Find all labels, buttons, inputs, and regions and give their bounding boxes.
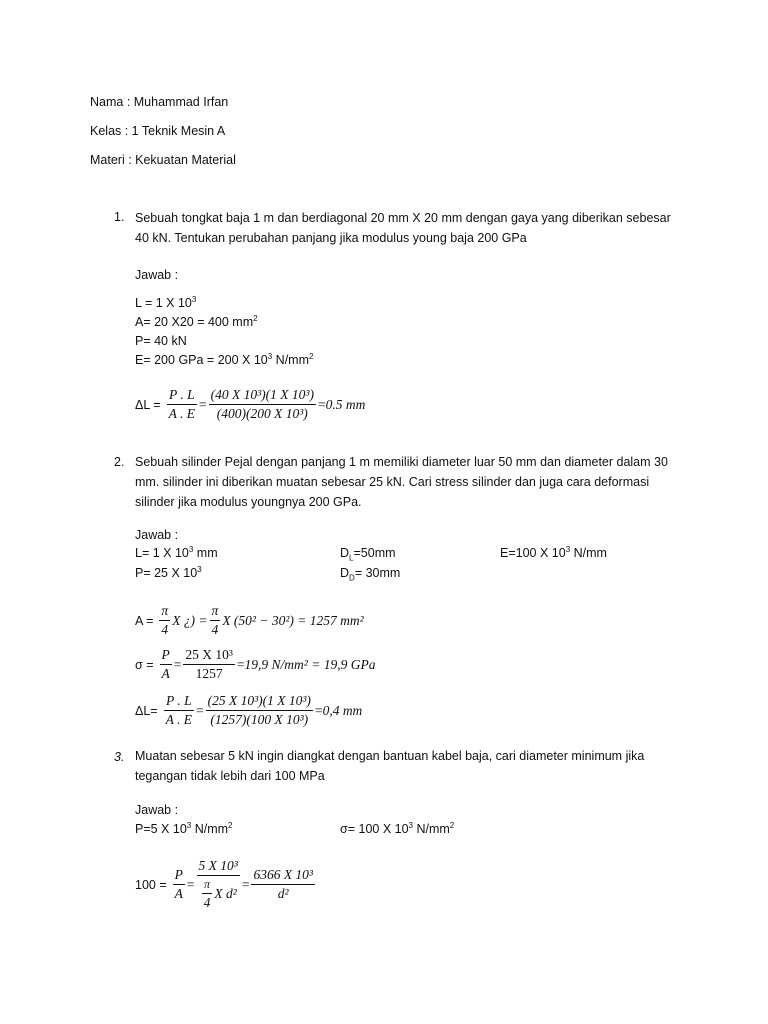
q2-given-force: P= 25 X $10^3$ (135, 564, 202, 580)
q2-formula-stress: σ = $\frac{P}{A}$ = $\frac{\text{25 X 10³}}{1257}$ = 19,9 N/mm² = 19,9 GPa (135, 647, 376, 681)
q3-jawab: Jawab : (135, 803, 179, 817)
q2-jawab: Jawab : (135, 528, 179, 542)
q3-given-stress: σ= 100 X $10^3$ $N/mm^2$ (340, 820, 455, 836)
question-2-number: 2. (114, 455, 125, 469)
q1-given-force: P= 40 kN (135, 334, 187, 348)
q2-formula-deformation: ΔL= $\frac{P . L}{A . E}$ = $\frac{\text{(25 X 10³)(1 X 10³)}}{\text{(1257)(100 X 10³)}}$ = 0,4 mm (135, 693, 363, 727)
q1-given-area: A= 20 X20 = 400 $mm^2$ (135, 313, 258, 329)
student-name: Nama : Muhammad Irfan (90, 95, 229, 109)
q3-formula-diameter: 100 = $\frac{P}{A}$ = 5 X 10³ $\frac{\pi}{4}$ X d² = $\frac{\text{6366 X 10³}}{\text{d²}}$ (135, 858, 313, 910)
q1-formula-elongation: ΔL = $\frac{P . L}{A . E}$ = $\frac{\text{(40 X 10³)(1 X 10³)}}{\text{(400)(200 X 10³)}}$ = 0.5 mm (135, 387, 366, 421)
subject: Materi : Kekuatan Material (90, 153, 236, 167)
q1-jawab: Jawab : (135, 268, 179, 282)
q2-outer-diameter: $D_L=50mm$ (340, 546, 396, 563)
q3-given-force: P=5 X $10^3$ $N/mm^2$ (135, 820, 233, 836)
question-3-number: 3. (114, 750, 125, 764)
q1-given-modulus: E= 200 GPa = 200 X $10^3$ $N/mm^2$ (135, 351, 314, 367)
question-1-number: 1. (114, 210, 125, 224)
q2-inner-diameter: $D_D= 30mm$ (340, 566, 401, 583)
q2-formula-area: A = $\frac{\pi}{4}$ X ¿) = $\frac{\pi}{4}$ X (50² − 30²) = 1257 mm² (135, 603, 364, 637)
question-1-text: Sebuah tongkat baja 1 m dan berdiagonal 20 mm X 20 mm dengan gaya yang diberikan sebesar 40 kN. Tentukan perubahan panjang jika modulus young baja 200 GPa (135, 211, 671, 245)
q2-given-length: L= 1 X $10^3$ mm (135, 544, 218, 560)
student-class: Kelas : 1 Teknik Mesin A (90, 124, 226, 138)
q1-given-length: L = 1 X $10^3$ (135, 294, 197, 310)
question-2-text: Sebuah silinder Pejal dengan panjang 1 m memiliki diameter luar 50 mm dan diameter dalam 30 mm. silinder ini diberikan muatan sebesar 25 kN. Cari stress silinder dan juga cara deformasi silinder jika modulus youngnya 200 GPa. (135, 455, 668, 509)
q2-modulus: E=100 X $10^3$ N/mm (500, 544, 607, 560)
question-3-text: Muatan sebesar 5 kN ingin diangkat dengan bantuan kabel baja, cari diameter minimum jika tegangan tidak lebih dari 100 MPa (135, 749, 645, 783)
